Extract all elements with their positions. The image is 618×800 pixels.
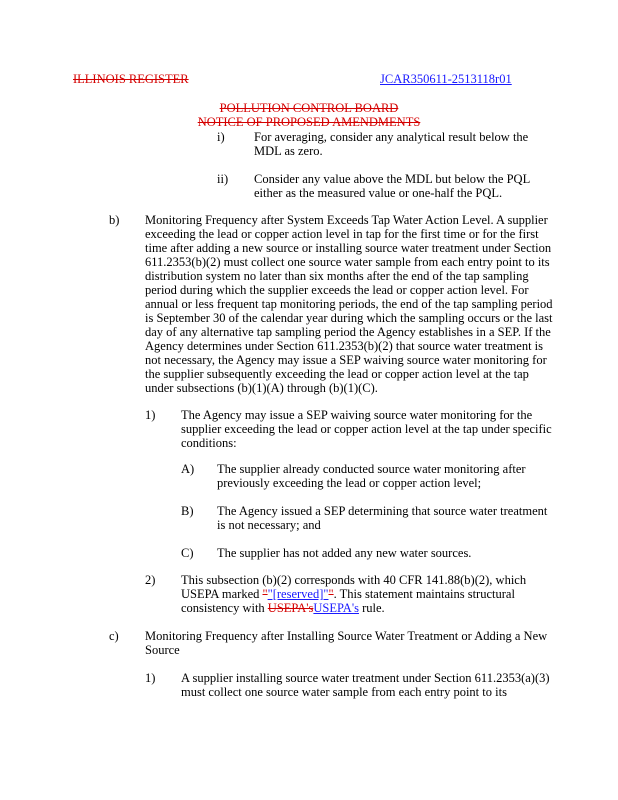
subsection-c-line2: Source (145, 643, 180, 657)
subsection-b-line: period during which the supplier exceeds the lead or copper action level. For (145, 283, 529, 297)
subsection-b2-number: 2) (145, 573, 156, 587)
jcar-code[interactable]: JCAR350611-2513118r01 (380, 72, 512, 86)
subsection-b-line: Agency determines under Section 611.2353(b)(2) that source water treatment is (145, 339, 544, 353)
deleted-quote: " (262, 587, 268, 601)
subsection-b-line: distribution system no later than six months after the end of the tap sampling (145, 269, 529, 283)
subsection-b-line: annual or less frequent tap monitoring periods, the end of the tap sampling period (145, 297, 553, 311)
inserted-reserved: "[reserved]" (267, 587, 329, 601)
subsection-b-line: 611.2353(b)(2) must collect one source water sample from each entry point to its (145, 255, 550, 269)
subsection-b-line: is September 30 of the calendar year during which the sampling occurs or the last (145, 311, 553, 325)
subsection-c1-line2: must collect one source water sample from each entry point to its (181, 685, 507, 699)
subsection-b2-line2 (181, 587, 515, 601)
subsection-b1-number: 1) (145, 408, 156, 422)
subsection-b-number: b) (109, 213, 120, 227)
notice-title: NOTICE OF PROPOSED AMENDMENTS (197, 115, 421, 129)
subsection-c-number: c) (109, 629, 119, 643)
item-i-number: i) (217, 130, 225, 144)
deleted-quote: " (328, 587, 334, 601)
subsection-c1-line1: A supplier installing source water treatment under Section 611.2353(a)(3) (181, 671, 550, 685)
b2-line2-text: USEPA marked (181, 587, 263, 601)
item-B-line1: The Agency issued a SEP determining that source water treatment (217, 504, 548, 518)
subsection-b-line: not necessary, the Agency may issue a SEP waiving source water monitoring for (145, 353, 547, 367)
inserted-usepas: USEPA's (313, 601, 359, 615)
register-name: ILLINOIS REGISTER (73, 72, 189, 86)
item-A-line1: The supplier already conducted source water monitoring after (217, 462, 526, 476)
subsection-c1-number: 1) (145, 671, 156, 685)
subsection-b1-line: conditions: (181, 436, 237, 450)
item-B-number: B) (181, 504, 194, 518)
subsection-b2-line3 (181, 601, 385, 615)
b2-line3-text: consistency with (181, 601, 268, 615)
item-ii-line2: either as the measured value or one-half the PQL. (254, 186, 503, 200)
item-A-line2: previously exceeding the lead or copper action level; (217, 476, 482, 490)
item-C-line1: The supplier has not added any new water sources. (217, 546, 472, 560)
board-title: POLLUTION CONTROL BOARD (219, 101, 399, 115)
item-C-number: C) (181, 546, 194, 560)
item-ii-line1: Consider any value above the MDL but below the PQL (254, 172, 531, 186)
subsection-b-line: under subsections (b)(1)(A) through (b)(1)(C). (145, 381, 378, 395)
subsection-b-line: exceeding the lead or copper action level in tap for the first time or for the first (145, 227, 539, 241)
subsection-b1-line: supplier exceeding the lead or copper action level at the tap under specific (181, 422, 552, 436)
subsection-b1-text (181, 408, 601, 450)
subsection-b-line: day of any alternative tap sampling period the Agency establishes in a SEP. If the (145, 325, 551, 339)
subsection-b-line: time after adding a new source or installing source water treatment under Section (145, 241, 552, 255)
subsection-b1-line: The Agency may issue a SEP waiving source water monitoring for the (181, 408, 533, 422)
item-ii-number: ii) (217, 172, 229, 186)
item-B-line2: is not necessary; and (217, 518, 321, 532)
subsection-b-line: Monitoring Frequency after System Exceeds Tap Water Action Level. A supplier (145, 213, 548, 227)
subsection-b2-line1: This subsection (b)(2) corresponds with 40 CFR 141.88(b)(2), which (181, 573, 527, 587)
b2-line2-tail: . This statement maintains structural (333, 587, 515, 601)
item-A-number: A) (181, 462, 195, 476)
deleted-usepas: USEPA's (267, 601, 314, 615)
item-i-line1: For averaging, consider any analytical result below the (254, 130, 529, 144)
item-i-line2: MDL as zero. (254, 144, 323, 158)
b2-line3-tail: rule. (358, 601, 385, 615)
subsection-c-line1: Monitoring Frequency after Installing Source Water Treatment or Adding a New (145, 629, 548, 643)
subsection-b-text (145, 213, 595, 395)
subsection-b-line: the supplier subsequently exceeding the lead or copper action level at the tap (145, 367, 529, 381)
